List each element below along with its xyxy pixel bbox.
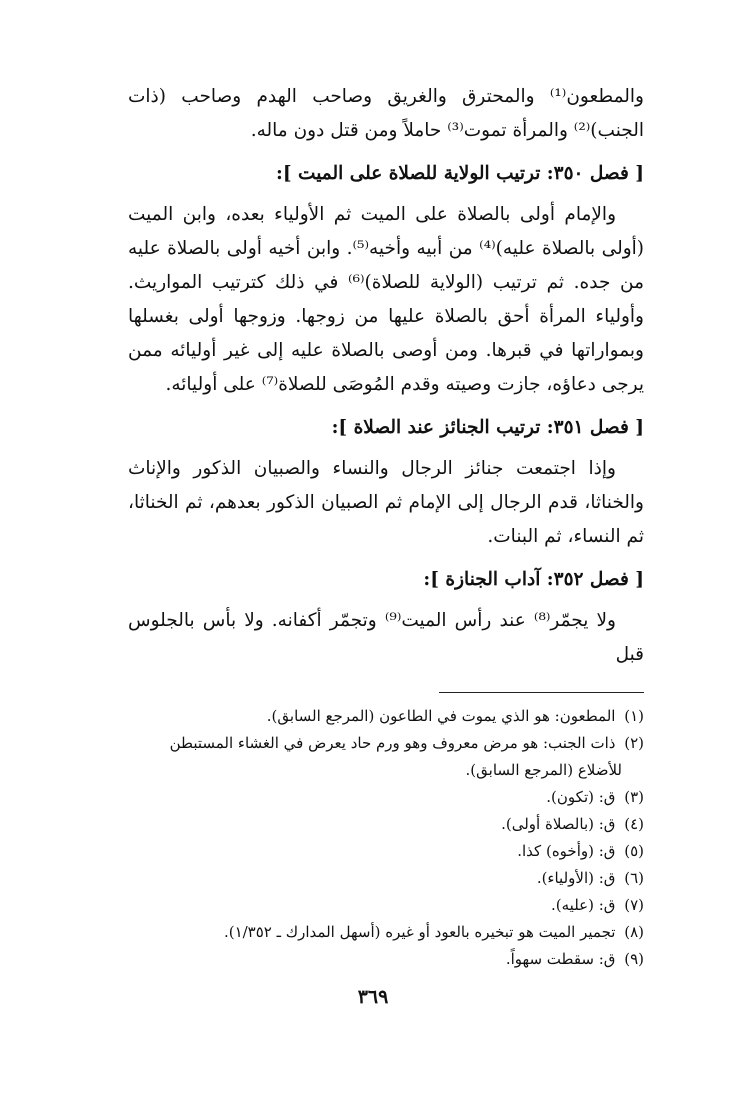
footnote-item bbox=[128, 919, 644, 946]
footnote-item bbox=[128, 865, 644, 892]
footnote-item bbox=[128, 946, 644, 973]
footnote-text: ق: (عليه). bbox=[551, 896, 616, 914]
section-heading-350: [ فصل ٣٥٠: ترتيب الولاية للصلاة على الميت ]: bbox=[276, 163, 644, 184]
footnote-number: (٧) bbox=[624, 896, 644, 914]
footnote-separator bbox=[439, 692, 644, 693]
footnote-item bbox=[128, 784, 644, 811]
footnote-text: ق: (بالصلاة أولى). bbox=[501, 815, 616, 833]
footnote-number: (٦) bbox=[624, 869, 644, 887]
footnote-number: (٥) bbox=[624, 842, 644, 860]
footnote-number: (٨) bbox=[624, 923, 644, 941]
footnote-text: ذات الجنب: هو مرض معروف وهو ورم حاد يعرض في الغشاء المستبطن bbox=[169, 734, 616, 752]
paragraph-continuation: والمطعون⁽¹⁾ والمحترق والغريق وصاحب الهدم وصاحب (ذات الجنب)⁽²⁾ والمرأة تموت⁽³⁾ حاملاً ومن قتل دون ماله. bbox=[128, 86, 644, 141]
footnote-number: (٤) bbox=[624, 815, 644, 833]
section-text-352: ولا يجمّر⁽⁸⁾ عند رأس الميت⁽⁹⁾ وتجمّر أكفانه. ولا بأس بالجلوس قبل bbox=[128, 610, 644, 665]
page-content bbox=[128, 80, 644, 973]
footnote-item bbox=[128, 892, 644, 919]
section-heading-352: [ فصل ٣٥٢: آداب الجنازة ]: bbox=[423, 569, 644, 590]
footnote-item bbox=[128, 811, 644, 838]
section-heading-351: [ فصل ٣٥١: ترتيب الجنائز عند الصلاة ]: bbox=[331, 417, 644, 438]
footnote-text: ق: (وأخوه) كذا. bbox=[517, 842, 616, 860]
footnote-text: تجمير الميت هو تبخيره بالعود أو غيره (أسهل المدارك ـ ١/٣٥٢). bbox=[223, 923, 616, 941]
footnote-continuation: للأضلاع (المرجع السابق). bbox=[465, 761, 622, 779]
footnote-text: ق: (الأولياء). bbox=[536, 869, 616, 887]
footnote-number: (٢) bbox=[624, 734, 644, 752]
footnote-text: المطعون: هو الذي يموت في الطاعون (المرجع السابق). bbox=[266, 707, 616, 725]
footnote-number: (٩) bbox=[624, 950, 644, 968]
footnote-number: (١) bbox=[624, 707, 644, 725]
footnotes-list bbox=[128, 703, 644, 973]
footnote-item bbox=[128, 730, 644, 757]
page-number: ٣٦٩ bbox=[357, 986, 389, 1008]
section-text-351: وإذا اجتمعت جنائز الرجال والنساء والصبيان الذكور والإناث والخناثا، قدم الرجال إلى الإمام ثم الصبيان الذكور بعدهم، ثم الخناثا، ثم النساء، ثم البنات. bbox=[128, 458, 644, 547]
footnote-text: ق: سقطت سهواً. bbox=[505, 950, 616, 968]
footnote-item bbox=[128, 838, 644, 865]
footnote-item bbox=[128, 703, 644, 730]
section-text-350: والإمام أولى بالصلاة على الميت ثم الأولياء بعده، وابن الميت (أولى بالصلاة عليه)⁽⁴⁾ من أبيه وأخيه⁽⁵⁾. وابن أخيه أولى بالصلاة عليه من جده. ثم ترتيب (الولاية للصلاة)⁽⁶⁾ في ذلك كترتيب المواريث. وأولياء المرأة أحق بالصلاة عليها من زوجها. وزوجها أولى بغسلها وبمواراتها في قبرها. ومن أوصى بالصلاة عليه إلى غير أوليائه ممن يرجى دعاؤه، جازت وصيته وقدم المُوصَى للصلاة⁽⁷⁾ على أوليائه. bbox=[128, 204, 644, 395]
footnote-text: ق: (تكون). bbox=[546, 788, 616, 806]
footnote-number: (٣) bbox=[624, 788, 644, 806]
